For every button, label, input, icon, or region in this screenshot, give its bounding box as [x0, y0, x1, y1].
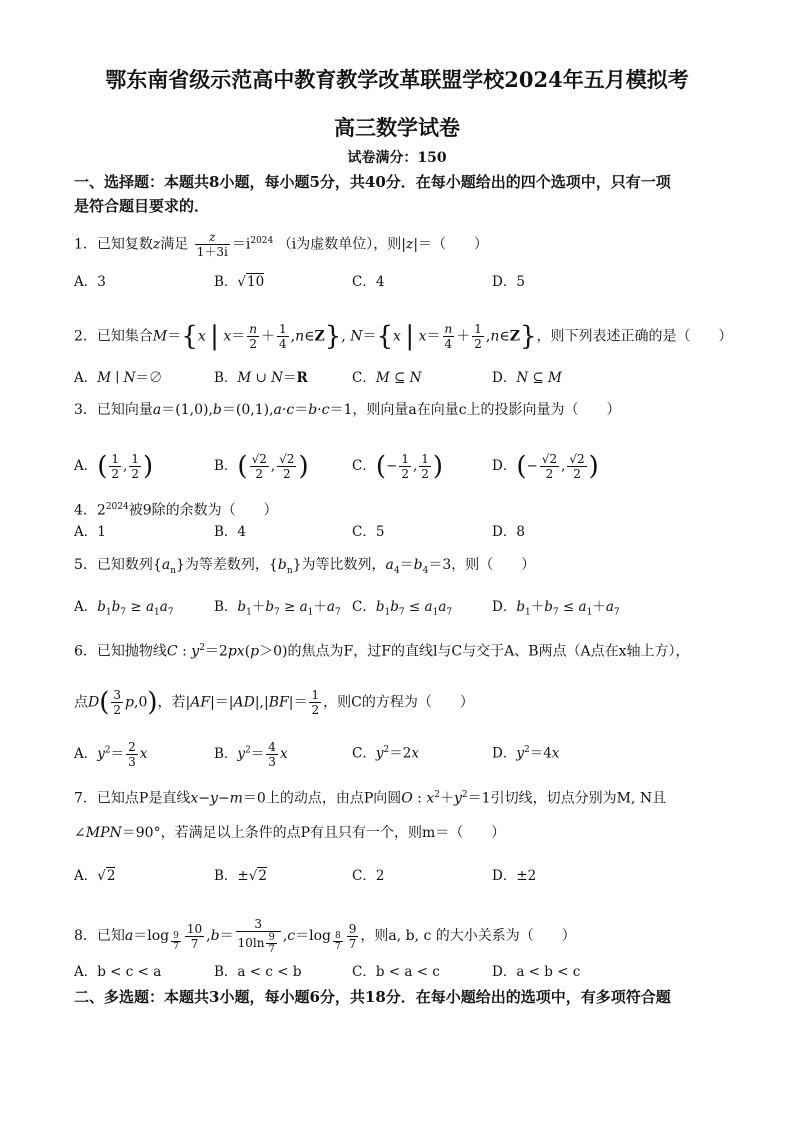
section1-heading: 一、选择题：本题共8小题，每小题5分，共40分．在每小题给出的四个选项中，只有一项	[74, 173, 671, 191]
section2-heading: 二、多选题：本题共3小题，每小题6分，共18分．在每小题给出的选项中，有多项符合题	[74, 988, 671, 1006]
question-6-cont: 点D( $\frac{3}{2}$ p,0)，若|AF|＝|AD|,|BF|＝ $\frac{1}{2}$ ，则C的方程为（ ）	[74, 687, 474, 718]
q6-option-c: C．$y^2=2x$	[352, 745, 419, 762]
q8-option-d: D．a < b < c	[492, 964, 581, 980]
exam-title: 鄂东南省级示范高中教育教学改革联盟学校2024年五月模拟考	[105, 67, 689, 92]
section1-heading-cont: 是符合题目要求的．	[74, 197, 210, 215]
question-6: 6．已知抛物线C : $y^2=2px(p>0)$的焦点为F，过F的直线l与C与交于A、B两点（A点在x轴上方），	[74, 643, 690, 660]
q4-option-a: A．1	[74, 524, 106, 540]
q3-option-a: A．( $\frac{1}{2}$ , $\frac{1}{2}$ )	[74, 451, 154, 482]
q7-option-b: B．±√2	[214, 868, 267, 884]
q3-option-c: C．(− $\frac{1}{2}$ , $\frac{1}{2}$ )	[352, 451, 444, 482]
q3-option-d: D．(− $\frac{√2}{2}$ , $\frac{√2}{2}$ )	[492, 451, 599, 482]
q1-option-b: B．√10	[214, 274, 265, 290]
q8-option-b: B．a < c < b	[214, 964, 302, 980]
q2-option-c: C．M ⊆ N	[352, 370, 422, 386]
q5-option-a: A．$b_1b_7 \ge a_1a_7$	[74, 599, 174, 618]
exam-subtitle: 高三数学试卷	[334, 115, 460, 140]
q7-option-a: A．√2	[74, 868, 116, 884]
q6-option-d: D．$y^2=4x$	[492, 745, 560, 762]
q7-option-d: D．±2	[492, 868, 537, 884]
q1-option-a: A．3	[74, 274, 106, 290]
q5-option-d: D．$b_1+b_7 \le a_1+a_7$	[492, 599, 620, 618]
question-4: 4．$2^{2024}$被9除的余数为（ ）	[74, 502, 278, 519]
q4-option-b: B．4	[214, 524, 247, 540]
q4-option-d: D．8	[492, 524, 525, 540]
question-3: 3．已知向量a＝(1,0),b＝(0,1),a·c＝b·c＝1，则向量a在向量c上的投影向量为（ ）	[74, 402, 621, 418]
q3-option-b: B．( $\frac{√2}{2}$ , $\frac{√2}{2}$ )	[214, 451, 309, 482]
q7-option-c: C．2	[352, 868, 385, 884]
q6-option-b: B．$y^2=$ $\frac{4}{3}$ x	[214, 740, 288, 769]
question-8: 8．已知a＝log $_{\frac{9}{7}}$ $\frac{10}{7}$ ,b＝ 3 10ln $\frac{9}{7}$ ,c＝log $_{\frac{8}{7}}$ $\frac{9}{7}$ ，则a, b, c 的大小关系为（ ）	[74, 917, 576, 955]
q6-option-a: A．$y^2=$ $\frac{2}{3}$ x	[74, 740, 148, 769]
q8-option-c: C．b < a < c	[352, 964, 440, 980]
question-5: 5．已知数列$\{a_n\}$为等差数列，$\{b_n\}$为等比数列，$a_4=b_4=3$，则（ ）	[74, 557, 536, 576]
total-score: 试卷满分：150	[347, 150, 447, 166]
q5-option-c: C．$b_1b_7 \le a_1a_7$	[352, 599, 453, 618]
q4-option-c: C．5	[352, 524, 385, 540]
question-7: 7．已知点P是直线x−y−m＝0上的动点，由点P向圆O : $x^2+y^2=1$引切线，切点分别为M, N且	[74, 790, 667, 807]
q2-option-a: A．M ∣ N＝∅	[74, 370, 163, 386]
q2-option-d: D．N ⊆ M	[492, 370, 562, 386]
question-2: 2．已知集合M＝{x | x＝ $\frac{n}{2}$ ＋ $\frac{1}{4}$ ,n∈Z}, N＝{x | x＝ $\frac{n}{4}$ ＋ $\frac{1}{2}$ ,n∈Z}，则下列表述正确的是（ ）	[74, 321, 733, 352]
q5-option-b: B．$b_1+b_7 \ge a_1+a_7$	[214, 599, 341, 618]
question-7-cont: ∠MPN＝90°，若满足以上条件的点P有且只有一个，则m＝（ ）	[74, 825, 506, 841]
q8-option-a: A．b < c < a	[74, 964, 162, 980]
q2-option-b: B．M ∪ N＝R	[214, 370, 308, 386]
question-1: 1．已知复数z满足 $\frac{z}{1+3i}$ $=i^{2024}$ （i为虚数单位），则|z|＝（ ）	[74, 230, 489, 259]
q1-option-c: C．4	[352, 274, 385, 290]
q1-option-d: D．5	[492, 274, 525, 290]
